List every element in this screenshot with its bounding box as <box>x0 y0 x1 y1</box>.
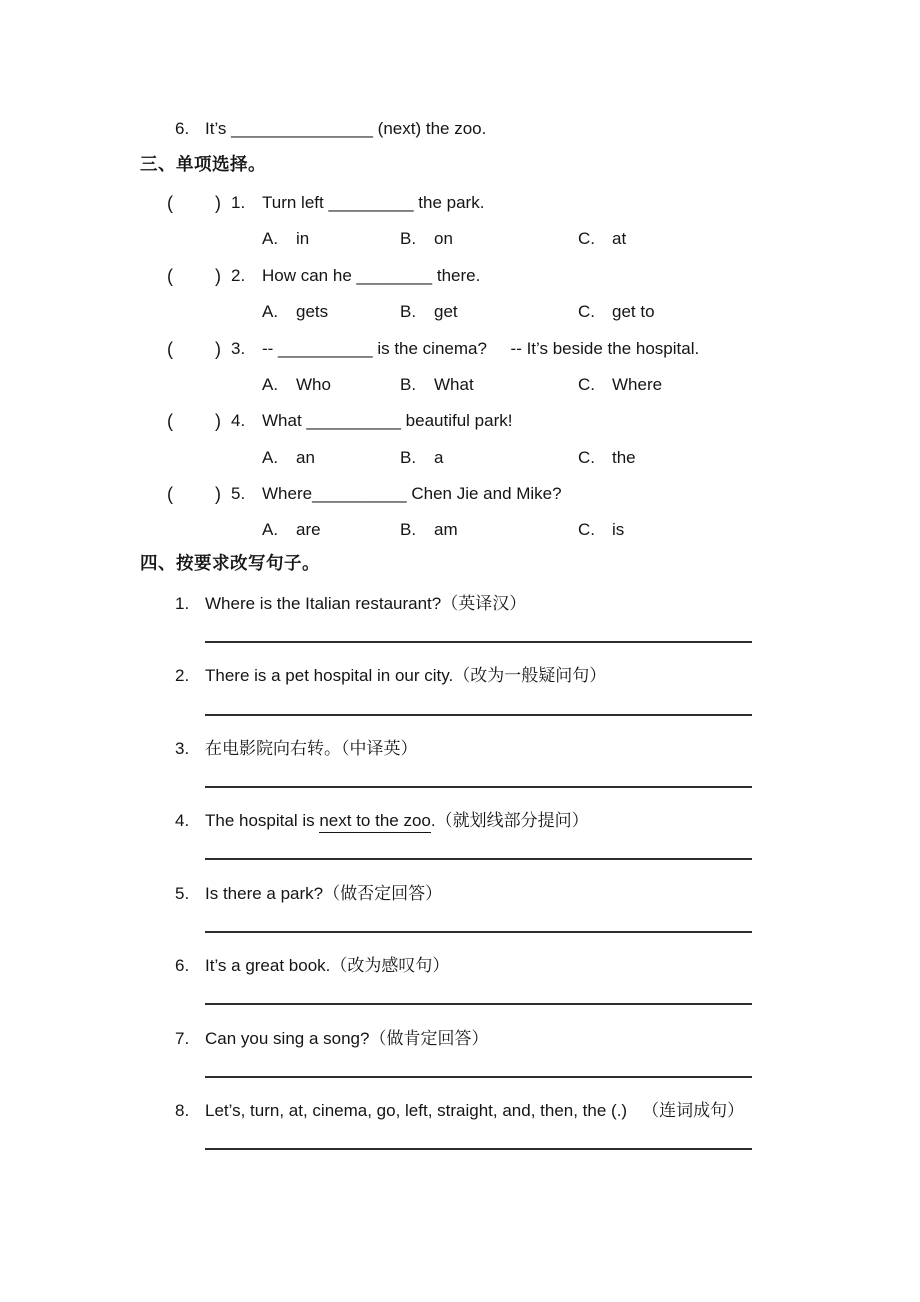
answer-paren-close: ) <box>215 266 221 286</box>
rewrite-item-row-4 <box>0 810 920 836</box>
question-number: 5. <box>231 484 246 503</box>
underlined-phrase: next to the zoo <box>319 811 431 833</box>
mc-options-row-3 <box>0 374 920 400</box>
answer-line <box>205 858 752 860</box>
option-a <box>262 447 315 469</box>
answer-line <box>205 786 752 788</box>
mc-question-row-5 <box>0 483 920 509</box>
option-text: in <box>296 229 310 248</box>
fill-blank-item-6 <box>0 118 920 144</box>
instruction-note: （改为感叹句） <box>330 956 450 975</box>
mc-question-row-4 <box>0 410 920 436</box>
sentence: It’s a great book. <box>205 956 331 975</box>
instruction-note: （中译英） <box>341 739 418 758</box>
option-b <box>400 519 458 541</box>
answer-line <box>205 641 752 643</box>
option-c <box>578 301 655 323</box>
question-text: Turn left _________ the park. <box>262 193 485 212</box>
option-text: an <box>296 448 315 467</box>
option-text: are <box>296 520 321 539</box>
question-text: What __________ beautiful park! <box>262 411 513 430</box>
mc-question-row-1 <box>0 192 920 218</box>
option-a <box>262 228 309 250</box>
item-text: It’s _______________ (next) the zoo. <box>205 119 487 138</box>
option-label: A. <box>262 375 279 394</box>
instruction-note: （连词成句） <box>642 1101 745 1120</box>
rewrite-item-row-2 <box>0 665 920 691</box>
option-label: C. <box>578 302 595 321</box>
question-number: 3. <box>231 339 246 358</box>
option-label: B. <box>400 229 417 248</box>
instruction-note: （英译汉） <box>441 594 527 613</box>
option-text: the <box>612 448 636 467</box>
section4-title: 四、按要求改写句子。 <box>140 553 320 573</box>
option-b <box>400 301 458 323</box>
option-c <box>578 374 662 396</box>
question-text: Where__________ Chen Jie and Mike? <box>262 484 562 503</box>
option-text: gets <box>296 302 329 321</box>
option-label: C. <box>578 229 595 248</box>
sentence: The hospital is <box>205 811 320 830</box>
question-number: 2. <box>231 266 246 285</box>
option-label: B. <box>400 375 417 394</box>
item-number: 8. <box>175 1101 190 1120</box>
sentence: 在电影院向右转。 <box>205 739 341 758</box>
rewrite-item-row-1 <box>0 593 920 619</box>
sentence: Let’s, turn, at, cinema, go, left, straight, and, then, the (.) <box>205 1101 628 1120</box>
item-number: 4. <box>175 811 190 830</box>
question-text: -- __________ is the cinema? -- It’s beside the hospital. <box>262 339 700 358</box>
rewrite-item-row-3 <box>0 738 920 764</box>
option-a <box>262 519 321 541</box>
answer-line <box>205 1076 752 1078</box>
item-number: 6. <box>175 956 190 975</box>
mc-options-row-1 <box>0 228 920 254</box>
item-text <box>205 955 449 977</box>
option-c <box>578 228 626 250</box>
option-label: A. <box>262 520 279 539</box>
answer-line <box>205 1003 752 1005</box>
answer-line <box>205 714 752 716</box>
mc-options-row-5 <box>0 519 920 545</box>
option-label: C. <box>578 520 595 539</box>
option-b <box>400 374 474 396</box>
item-number: 3. <box>175 739 190 758</box>
rewrite-item-row-5 <box>0 883 920 909</box>
answer-paren-close: ) <box>215 193 221 213</box>
item-text <box>205 665 606 687</box>
option-text: on <box>434 229 453 248</box>
item-number: 1. <box>175 594 190 613</box>
question-number: 4. <box>231 411 246 430</box>
answer-paren-open: ( <box>167 339 173 359</box>
option-label: C. <box>578 375 595 394</box>
answer-paren-open: ( <box>167 411 173 431</box>
option-label: A. <box>262 448 279 467</box>
rewrite-item-row-8 <box>0 1100 920 1126</box>
mc-options-row-4 <box>0 447 920 473</box>
mc-question-row-3 <box>0 338 920 364</box>
item-text <box>205 593 526 615</box>
rewrite-item-row-6 <box>0 955 920 981</box>
option-label: A. <box>262 229 279 248</box>
option-text: at <box>612 229 627 248</box>
option-a <box>262 374 331 396</box>
option-label: B. <box>400 302 417 321</box>
option-b <box>400 228 453 250</box>
sentence: Where is the Italian restaurant? <box>205 594 442 613</box>
option-c <box>578 447 636 469</box>
option-b <box>400 447 443 469</box>
instruction-note: （做否定回答） <box>323 884 443 903</box>
sentence: Is there a park? <box>205 884 324 903</box>
option-text: a <box>434 448 444 467</box>
item-text <box>205 1028 488 1050</box>
item-number: 7. <box>175 1029 190 1048</box>
answer-paren-close: ) <box>215 411 221 431</box>
sentence: Can you sing a song? <box>205 1029 370 1048</box>
option-c <box>578 519 624 541</box>
item-text <box>205 1100 744 1122</box>
answer-paren-open: ( <box>167 193 173 213</box>
option-label: B. <box>400 520 417 539</box>
mc-options-row-2 <box>0 301 920 327</box>
answer-line <box>205 1148 752 1150</box>
option-label: B. <box>400 448 417 467</box>
answer-paren-close: ) <box>215 484 221 504</box>
section3-title: 三、单项选择。 <box>140 154 266 174</box>
option-text: Who <box>296 375 331 394</box>
item-text <box>205 810 589 832</box>
item-number: 5. <box>175 884 190 903</box>
option-text: am <box>434 520 458 539</box>
item-number: 2. <box>175 666 190 685</box>
answer-paren-open: ( <box>167 266 173 286</box>
instruction-note: （就划线部分提问） <box>435 811 589 830</box>
option-text: What <box>434 375 474 394</box>
answer-paren-open: ( <box>167 484 173 504</box>
option-a <box>262 301 328 323</box>
answer-line <box>205 931 752 933</box>
instruction-note: （做肯定回答） <box>369 1029 489 1048</box>
rewrite-item-row-7 <box>0 1028 920 1054</box>
question-text: How can he ________ there. <box>262 266 481 285</box>
item-text <box>205 738 418 760</box>
sentence-end: . <box>430 811 436 830</box>
question-number: 1. <box>231 193 246 212</box>
answer-paren-close: ) <box>215 339 221 359</box>
instruction-note: （改为一般疑问句） <box>453 666 607 685</box>
option-text: get to <box>612 302 655 321</box>
option-text: Where <box>612 375 663 394</box>
option-text: is <box>612 520 625 539</box>
sentence: There is a pet hospital in our city. <box>205 666 454 685</box>
mc-question-row-2 <box>0 265 920 291</box>
option-text: get <box>434 302 458 321</box>
option-label: A. <box>262 302 279 321</box>
item-number: 6. <box>175 119 190 138</box>
option-label: C. <box>578 448 595 467</box>
item-text <box>205 883 442 905</box>
